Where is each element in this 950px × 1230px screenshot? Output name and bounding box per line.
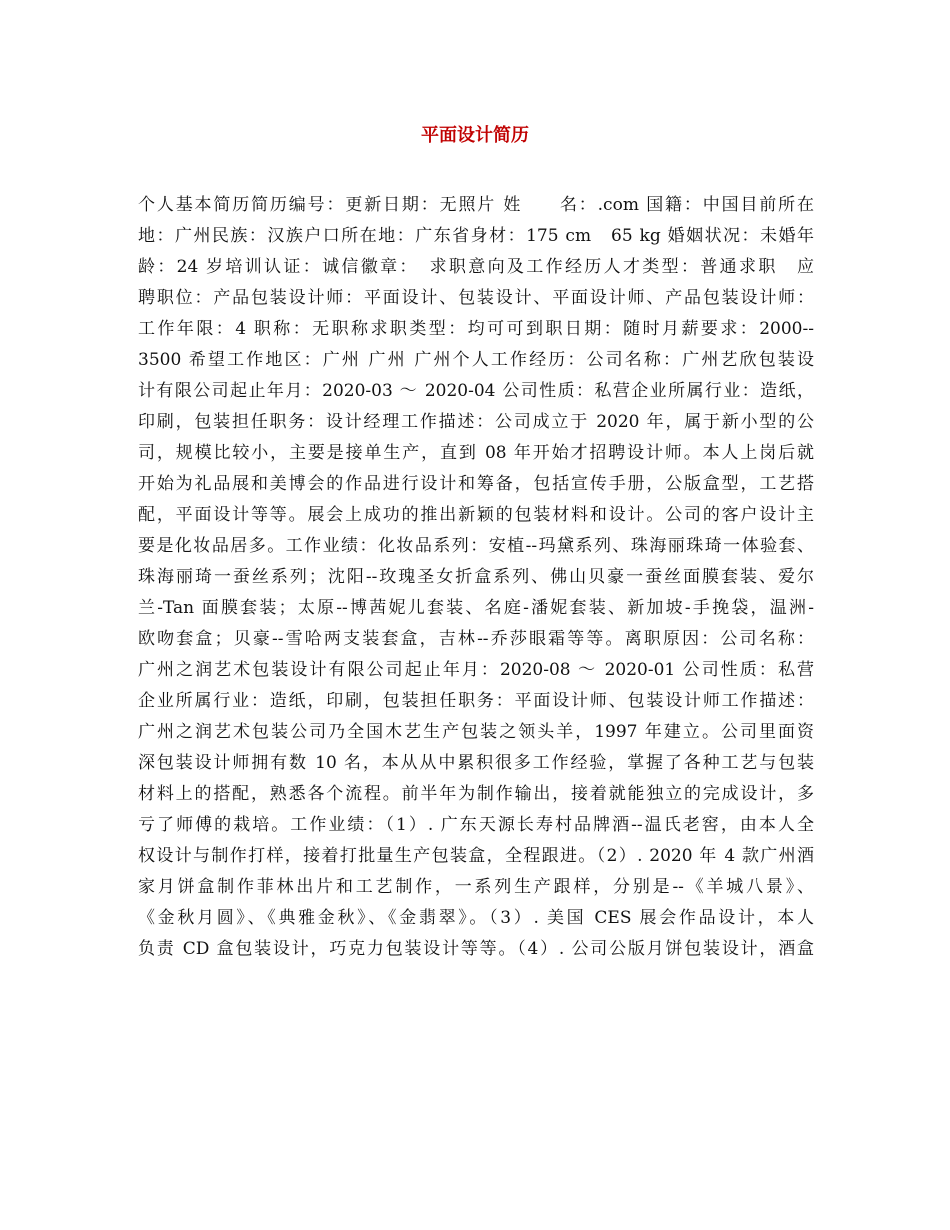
- body-line: 地：广州民族：汉族户口所在地：广东省身材：175 cm 65 kg 婚姻状况：未婚年: [138, 226, 814, 246]
- body-line: 权设计与制作打样，接着打批量生产包装盒，全程跟进。（2）. 2020 年 4 款广州酒: [138, 846, 814, 866]
- body-line: 印刷，包装担任职务：设计经理工作描述：公司成立于 2020 年，属于新小型的公: [138, 412, 814, 432]
- body-line: 《金秋月圆》、《典雅金秋》、《金翡翠》。（3）. 美国 CES 展会作品设计，本人: [138, 908, 814, 928]
- body-line: 要是化妆品居多。工作业绩：化妆品系列：安植--玛黛系列、珠海丽珠琦一体验套、: [138, 536, 814, 556]
- document-body: [138, 190, 814, 965]
- body-line: 企业所属行业：造纸，印刷，包装担任职务：平面设计师、包装设计师工作描述：: [138, 691, 814, 711]
- body-line: 广州之润艺术包装公司乃全国木艺生产包装之领头羊，1997 年建立。公司里面资: [138, 722, 814, 742]
- body-line: 司，规模比较小，主要是接单生产，直到 08 年开始才招聘设计师。本人上岗后就: [138, 443, 814, 463]
- body-line: 亏了师傅的栽培。工作业绩：（1）. 广东天源长寿村品牌酒--温氏老窖，由本人全: [138, 815, 814, 835]
- body-line: 工作年限：4 职称：无职称求职类型：均可可到职日期：随时月薪要求：2000--: [138, 319, 814, 339]
- body-line: 家月饼盒制作菲林出片和工艺制作，一系列生产跟样，分别是--《羊城八景》、: [138, 877, 814, 897]
- body-line: 个人基本简历简历编号：更新日期：无照片 姓 名：.com 国籍：中国目前所在: [138, 195, 814, 215]
- body-line: 计有限公司起止年月：2020-03 ～ 2020-04 公司性质：私营企业所属行业：造纸，: [138, 381, 814, 401]
- body-line: 珠海丽琦一蚕丝系列；沈阳--玫瑰圣女折盒系列、佛山贝豪一蚕丝面膜套装、爱尔: [138, 567, 814, 587]
- body-line: 材料上的搭配，熟悉各个流程。前半年为制作输出，接着就能独立的完成设计，多: [138, 784, 814, 804]
- body-line: 广州之润艺术包装设计有限公司起止年月：2020-08 ～ 2020-01 公司性质：私营: [138, 660, 814, 680]
- body-line: 配，平面设计等等。展会上成功的推出新颖的包装材料和设计。公司的客户设计主: [138, 505, 814, 525]
- document-title: 平面设计简历: [421, 125, 529, 146]
- body-line: 兰-Tan 面膜套装；太原--博茜妮儿套装、名庭-潘妮套装、新加坡-手挽袋，温洲-: [138, 598, 814, 618]
- body-line: 3500 希望工作地区：广州 广州 广州个人工作经历：公司名称：广州艺欣包装设: [138, 350, 814, 370]
- body-line: 深包装设计师拥有数 10 名，本从从中累积很多工作经验，掌握了各种工艺与包装: [138, 753, 814, 773]
- body-line: 欧吻套盒；贝豪--雪哈两支装套盒，吉林--乔莎眼霜等等。离职原因：公司名称：: [138, 629, 814, 649]
- body-line: 开始为礼品展和美博会的作品进行设计和筹备，包括宣传手册，公版盒型，工艺搭: [138, 474, 814, 494]
- body-line: 聘职位：产品包装设计师：平面设计、包装设计、平面设计师、产品包装设计师：: [138, 288, 814, 308]
- body-line: 负责 CD 盒包装设计，巧克力包装设计等等。（4）. 公司公版月饼包装设计，酒盒: [138, 939, 814, 959]
- body-line: 龄：24 岁培训认证：诚信徽章： 求职意向及工作经历人才类型：普通求职 应: [138, 257, 814, 277]
